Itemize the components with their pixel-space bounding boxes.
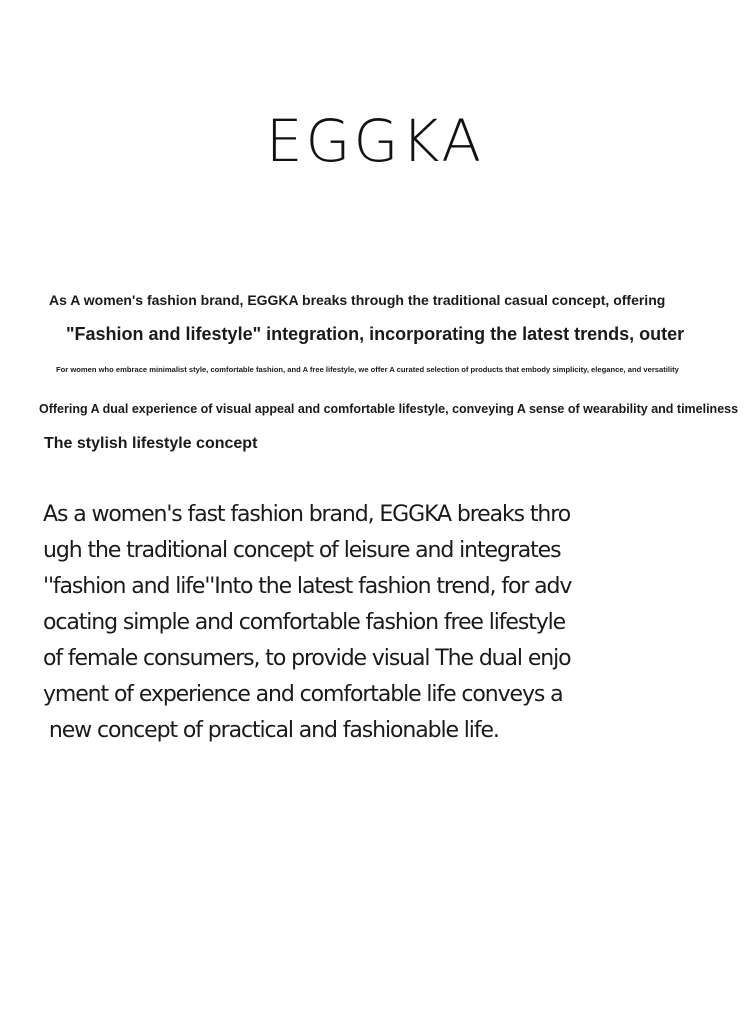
brand-logo: EGGKA <box>265 107 485 175</box>
description-line: ugh the traditional concept of leisure and integrates <box>43 538 561 563</box>
description-line: yment of experience and comfortable life conveys a <box>43 682 563 707</box>
intro-line-1: As A women's fashion brand, EGGKA breaks through the traditional casual concept, offering <box>49 292 666 308</box>
description-line: of female consumers, to provide visual The dual enjo <box>43 646 571 671</box>
intro-line-4: Offering A dual experience of visual appeal and comfortable lifestyle, conveying A sense of wearability and timeliness <box>39 402 739 416</box>
description-line: new concept of practical and fashionable life. <box>43 718 499 743</box>
intro-line-2: "Fashion and lifestyle" integration, incorporating the latest trends, outer <box>66 324 685 344</box>
intro-line-5: The stylish lifestyle concept <box>44 435 258 452</box>
brand-description <box>43 497 723 749</box>
description-line: As a women's fast fashion brand, EGGKA breaks thro <box>43 502 571 527</box>
description-line: ocating simple and comfortable fashion free lifestyle <box>43 610 566 635</box>
description-line: ''fashion and life''Into the latest fashion trend, for adv <box>43 574 572 599</box>
intro-line-3: For women who embrace minimalist style, comfortable fashion, and A free lifestyle, we offer A curated selection of products that embody simplicity, elegance, and versatility <box>56 365 679 374</box>
